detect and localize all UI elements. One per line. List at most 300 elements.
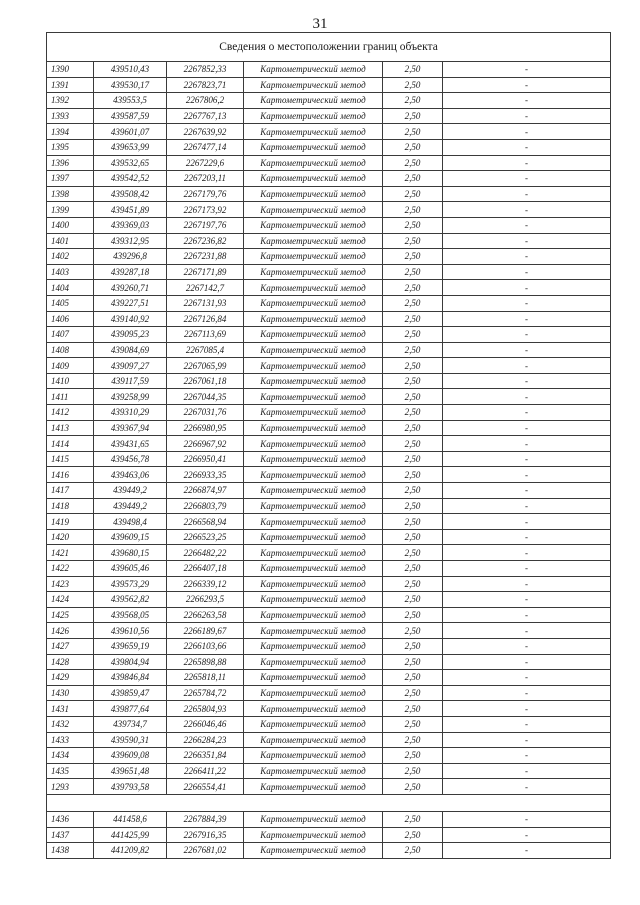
table-row (47, 295, 611, 311)
method-cell: Картометрический метод (244, 233, 383, 249)
coordinate-x-cell: 439587,59 (94, 108, 167, 124)
table-row (47, 171, 611, 187)
table-row (47, 654, 611, 670)
accuracy-cell: 2,50 (383, 670, 443, 686)
point-number-cell: 1413 (47, 420, 94, 436)
table-gap-row (47, 794, 611, 811)
table-row (47, 607, 611, 623)
note-cell: - (443, 295, 611, 311)
accuracy-cell: 2,50 (383, 467, 443, 483)
note-cell: - (443, 498, 611, 514)
boundary-coordinates-table (46, 32, 611, 859)
coordinate-y-cell: 2266950,41 (167, 451, 244, 467)
point-number-cell: 1397 (47, 171, 94, 187)
method-cell: Картометрический метод (244, 171, 383, 187)
coordinate-y-cell: 2266339,12 (167, 576, 244, 592)
note-cell: - (443, 217, 611, 233)
coordinate-y-cell: 2267229,6 (167, 155, 244, 171)
method-cell: Картометрический метод (244, 436, 383, 452)
coordinate-x-cell: 439312,95 (94, 233, 167, 249)
coordinate-y-cell: 2266803,79 (167, 498, 244, 514)
note-cell: - (443, 623, 611, 639)
coordinate-y-cell: 2266933,35 (167, 467, 244, 483)
table-row (47, 217, 611, 233)
accuracy-cell: 2,50 (383, 498, 443, 514)
accuracy-cell: 2,50 (383, 327, 443, 343)
accuracy-cell: 2,50 (383, 685, 443, 701)
method-cell: Картометрический метод (244, 389, 383, 405)
method-cell: Картометрический метод (244, 638, 383, 654)
point-number-cell: 1400 (47, 217, 94, 233)
note-cell: - (443, 748, 611, 764)
method-cell: Картометрический метод (244, 280, 383, 296)
method-cell: Картометрический метод (244, 576, 383, 592)
coordinate-y-cell: 2267231,88 (167, 249, 244, 265)
accuracy-cell: 2,50 (383, 763, 443, 779)
table-row (47, 249, 611, 265)
table-row (47, 233, 611, 249)
coordinate-y-cell: 2266046,46 (167, 716, 244, 732)
point-number-cell: 1421 (47, 545, 94, 561)
boundary-table-container (46, 32, 610, 859)
table-row (47, 451, 611, 467)
point-number-cell: 1408 (47, 342, 94, 358)
method-cell: Картометрический метод (244, 623, 383, 639)
coordinate-y-cell: 2266284,23 (167, 732, 244, 748)
note-cell: - (443, 561, 611, 577)
point-number-cell: 1412 (47, 405, 94, 421)
note-cell: - (443, 529, 611, 545)
coordinate-x-cell: 439605,46 (94, 561, 167, 577)
note-cell: - (443, 264, 611, 280)
point-number-cell: 1403 (47, 264, 94, 280)
note-cell: - (443, 311, 611, 327)
method-cell: Картометрический метод (244, 592, 383, 608)
point-number-cell: 1411 (47, 389, 94, 405)
note-cell: - (443, 108, 611, 124)
method-cell: Картометрический метод (244, 732, 383, 748)
coordinate-y-cell: 2266263,58 (167, 607, 244, 623)
coordinate-x-cell: 439449,2 (94, 483, 167, 499)
coordinate-y-cell: 2267173,92 (167, 202, 244, 218)
coordinate-x-cell: 439287,18 (94, 264, 167, 280)
accuracy-cell: 2,50 (383, 171, 443, 187)
coordinate-y-cell: 2266554,41 (167, 779, 244, 795)
coordinate-x-cell: 439804,94 (94, 654, 167, 670)
gap-cell (47, 794, 611, 811)
note-cell: - (443, 811, 611, 827)
table-row (47, 155, 611, 171)
accuracy-cell: 2,50 (383, 561, 443, 577)
accuracy-cell: 2,50 (383, 77, 443, 93)
table-row (47, 716, 611, 732)
coordinate-x-cell: 439562,82 (94, 592, 167, 608)
coordinate-y-cell: 2266967,92 (167, 436, 244, 452)
coordinate-x-cell: 439451,89 (94, 202, 167, 218)
table-body (47, 33, 611, 859)
point-number-cell: 1416 (47, 467, 94, 483)
note-cell: - (443, 405, 611, 421)
coordinate-y-cell: 2267639,92 (167, 124, 244, 140)
note-cell: - (443, 389, 611, 405)
coordinate-y-cell: 2267916,35 (167, 827, 244, 843)
page-number: 31 (312, 16, 328, 32)
table-row (47, 763, 611, 779)
coordinate-y-cell: 2267806,2 (167, 93, 244, 109)
note-cell: - (443, 171, 611, 187)
note-cell: - (443, 139, 611, 155)
note-cell: - (443, 732, 611, 748)
note-cell: - (443, 467, 611, 483)
point-number-cell: 1432 (47, 716, 94, 732)
coordinate-y-cell: 2267113,69 (167, 327, 244, 343)
note-cell: - (443, 827, 611, 843)
point-number-cell: 1435 (47, 763, 94, 779)
accuracy-cell: 2,50 (383, 420, 443, 436)
accuracy-cell: 2,50 (383, 62, 443, 78)
point-number-cell: 1422 (47, 561, 94, 577)
point-number-cell: 1419 (47, 514, 94, 530)
point-number-cell: 1293 (47, 779, 94, 795)
coordinate-x-cell: 439095,23 (94, 327, 167, 343)
coordinate-x-cell: 439508,42 (94, 186, 167, 202)
point-number-cell: 1427 (47, 638, 94, 654)
point-number-cell: 1392 (47, 93, 94, 109)
method-cell: Картометрический метод (244, 451, 383, 467)
point-number-cell: 1410 (47, 373, 94, 389)
table-row (47, 545, 611, 561)
method-cell: Картометрический метод (244, 670, 383, 686)
coordinate-y-cell: 2265804,93 (167, 701, 244, 717)
method-cell: Картометрический метод (244, 295, 383, 311)
point-number-cell: 1394 (47, 124, 94, 140)
note-cell: - (443, 843, 611, 859)
table-row (47, 592, 611, 608)
method-cell: Картометрический метод (244, 811, 383, 827)
note-cell: - (443, 436, 611, 452)
method-cell: Картометрический метод (244, 467, 383, 483)
coordinate-y-cell: 2267767,13 (167, 108, 244, 124)
point-number-cell: 1395 (47, 139, 94, 155)
table-row (47, 623, 611, 639)
accuracy-cell: 2,50 (383, 483, 443, 499)
method-cell: Картометрический метод (244, 561, 383, 577)
accuracy-cell: 2,50 (383, 405, 443, 421)
method-cell: Картометрический метод (244, 217, 383, 233)
coordinate-x-cell: 439310,29 (94, 405, 167, 421)
point-number-cell: 1399 (47, 202, 94, 218)
accuracy-cell: 2,50 (383, 732, 443, 748)
coordinate-x-cell: 441425,99 (94, 827, 167, 843)
table-row (47, 186, 611, 202)
table-row (47, 389, 611, 405)
note-cell: - (443, 607, 611, 623)
coordinate-y-cell: 2266482,22 (167, 545, 244, 561)
note-cell: - (443, 280, 611, 296)
coordinate-x-cell: 439653,99 (94, 139, 167, 155)
coordinate-x-cell: 439877,64 (94, 701, 167, 717)
accuracy-cell: 2,50 (383, 358, 443, 374)
coordinate-y-cell: 2265784,72 (167, 685, 244, 701)
accuracy-cell: 2,50 (383, 311, 443, 327)
note-cell: - (443, 186, 611, 202)
method-cell: Картометрический метод (244, 108, 383, 124)
coordinate-x-cell: 439590,31 (94, 732, 167, 748)
coordinate-y-cell: 2267823,71 (167, 77, 244, 93)
method-cell: Картометрический метод (244, 249, 383, 265)
table-row (47, 108, 611, 124)
note-cell: - (443, 62, 611, 78)
accuracy-cell: 2,50 (383, 623, 443, 639)
point-number-cell: 1405 (47, 295, 94, 311)
table-row (47, 280, 611, 296)
coordinate-y-cell: 2266103,66 (167, 638, 244, 654)
coordinate-y-cell: 2266980,95 (167, 420, 244, 436)
point-number-cell: 1417 (47, 483, 94, 499)
note-cell: - (443, 670, 611, 686)
accuracy-cell: 2,50 (383, 295, 443, 311)
point-number-cell: 1437 (47, 827, 94, 843)
coordinate-x-cell: 439846,84 (94, 670, 167, 686)
point-number-cell: 1434 (47, 748, 94, 764)
point-number-cell: 1423 (47, 576, 94, 592)
note-cell: - (443, 763, 611, 779)
coordinate-x-cell: 439084,69 (94, 342, 167, 358)
accuracy-cell: 2,50 (383, 139, 443, 155)
table-row (47, 327, 611, 343)
coordinate-y-cell: 2267061,18 (167, 373, 244, 389)
table-row (47, 561, 611, 577)
method-cell: Картометрический метод (244, 529, 383, 545)
coordinate-x-cell: 439530,17 (94, 77, 167, 93)
method-cell: Картометрический метод (244, 139, 383, 155)
point-number-cell: 1390 (47, 62, 94, 78)
table-row (47, 576, 611, 592)
coordinate-y-cell: 2267044,35 (167, 389, 244, 405)
coordinate-x-cell: 439510,43 (94, 62, 167, 78)
note-cell: - (443, 483, 611, 499)
method-cell: Картометрический метод (244, 186, 383, 202)
table-row (47, 202, 611, 218)
method-cell: Картометрический метод (244, 685, 383, 701)
note-cell: - (443, 545, 611, 561)
note-cell: - (443, 358, 611, 374)
coordinate-x-cell: 439117,59 (94, 373, 167, 389)
note-cell: - (443, 373, 611, 389)
point-number-cell: 1424 (47, 592, 94, 608)
coordinate-y-cell: 2267031,76 (167, 405, 244, 421)
table-row (47, 311, 611, 327)
note-cell: - (443, 592, 611, 608)
coordinate-x-cell: 439573,29 (94, 576, 167, 592)
coordinate-y-cell: 2266407,18 (167, 561, 244, 577)
point-number-cell: 1426 (47, 623, 94, 639)
accuracy-cell: 2,50 (383, 607, 443, 623)
coordinate-y-cell: 2267179,76 (167, 186, 244, 202)
method-cell: Картометрический метод (244, 498, 383, 514)
table-row (47, 62, 611, 78)
table-row (47, 77, 611, 93)
coordinate-y-cell: 2267884,39 (167, 811, 244, 827)
accuracy-cell: 2,50 (383, 827, 443, 843)
coordinate-x-cell: 439498,4 (94, 514, 167, 530)
table-row (47, 670, 611, 686)
coordinate-y-cell: 2266293,5 (167, 592, 244, 608)
accuracy-cell: 2,50 (383, 93, 443, 109)
point-number-cell: 1415 (47, 451, 94, 467)
method-cell: Картометрический метод (244, 545, 383, 561)
point-number-cell: 1436 (47, 811, 94, 827)
point-number-cell: 1401 (47, 233, 94, 249)
accuracy-cell: 2,50 (383, 638, 443, 654)
method-cell: Картометрический метод (244, 405, 383, 421)
method-cell: Картометрический метод (244, 843, 383, 859)
coordinate-x-cell: 439367,94 (94, 420, 167, 436)
method-cell: Картометрический метод (244, 514, 383, 530)
table-row (47, 732, 611, 748)
accuracy-cell: 2,50 (383, 451, 443, 467)
note-cell: - (443, 342, 611, 358)
note-cell: - (443, 155, 611, 171)
accuracy-cell: 2,50 (383, 654, 443, 670)
accuracy-cell: 2,50 (383, 514, 443, 530)
point-number-cell: 1404 (47, 280, 94, 296)
accuracy-cell: 2,50 (383, 342, 443, 358)
method-cell: Картометрический метод (244, 748, 383, 764)
coordinate-x-cell: 439734,7 (94, 716, 167, 732)
note-cell: - (443, 701, 611, 717)
coordinate-x-cell: 439542,52 (94, 171, 167, 187)
method-cell: Картометрический метод (244, 483, 383, 499)
coordinate-x-cell: 439651,48 (94, 763, 167, 779)
coordinate-x-cell: 439659,19 (94, 638, 167, 654)
accuracy-cell: 2,50 (383, 373, 443, 389)
table-title-row (47, 33, 611, 62)
coordinate-x-cell: 441458,6 (94, 811, 167, 827)
note-cell: - (443, 451, 611, 467)
coordinate-y-cell: 2267085,4 (167, 342, 244, 358)
accuracy-cell: 2,50 (383, 108, 443, 124)
coordinate-x-cell: 439568,05 (94, 607, 167, 623)
table-row (47, 483, 611, 499)
table-row (47, 811, 611, 827)
accuracy-cell: 2,50 (383, 701, 443, 717)
accuracy-cell: 2,50 (383, 716, 443, 732)
accuracy-cell: 2,50 (383, 529, 443, 545)
method-cell: Картометрический метод (244, 420, 383, 436)
point-number-cell: 1406 (47, 311, 94, 327)
accuracy-cell: 2,50 (383, 264, 443, 280)
table-row (47, 373, 611, 389)
coordinate-y-cell: 2267171,89 (167, 264, 244, 280)
table-row (47, 124, 611, 140)
coordinate-x-cell: 439609,08 (94, 748, 167, 764)
note-cell: - (443, 654, 611, 670)
note-cell: - (443, 514, 611, 530)
point-number-cell: 1428 (47, 654, 94, 670)
table-row (47, 139, 611, 155)
note-cell: - (443, 685, 611, 701)
point-number-cell: 1420 (47, 529, 94, 545)
table-row (47, 685, 611, 701)
method-cell: Картометрический метод (244, 716, 383, 732)
coordinate-y-cell: 2267126,84 (167, 311, 244, 327)
coordinate-x-cell: 439258,99 (94, 389, 167, 405)
point-number-cell: 1430 (47, 685, 94, 701)
note-cell: - (443, 327, 611, 343)
table-row (47, 748, 611, 764)
coordinate-x-cell: 439610,56 (94, 623, 167, 639)
coordinate-y-cell: 2267477,14 (167, 139, 244, 155)
table-title: Сведения о местоположении границ объекта (47, 33, 611, 62)
coordinate-x-cell: 439296,8 (94, 249, 167, 265)
method-cell: Картометрический метод (244, 779, 383, 795)
method-cell: Картометрический метод (244, 701, 383, 717)
coordinate-y-cell: 2265898,88 (167, 654, 244, 670)
note-cell: - (443, 93, 611, 109)
point-number-cell: 1398 (47, 186, 94, 202)
coordinate-y-cell: 2267203,11 (167, 171, 244, 187)
point-number-cell: 1433 (47, 732, 94, 748)
point-number-cell: 1438 (47, 843, 94, 859)
accuracy-cell: 2,50 (383, 233, 443, 249)
table-row (47, 529, 611, 545)
coordinate-y-cell: 2267197,76 (167, 217, 244, 233)
coordinate-x-cell: 439369,03 (94, 217, 167, 233)
coordinate-x-cell: 441209,82 (94, 843, 167, 859)
point-number-cell: 1429 (47, 670, 94, 686)
table-row (47, 843, 611, 859)
point-number-cell: 1393 (47, 108, 94, 124)
accuracy-cell: 2,50 (383, 280, 443, 296)
table-row (47, 467, 611, 483)
note-cell: - (443, 124, 611, 140)
coordinate-x-cell: 439553,5 (94, 93, 167, 109)
coordinate-x-cell: 439260,71 (94, 280, 167, 296)
note-cell: - (443, 249, 611, 265)
coordinate-x-cell: 439140,92 (94, 311, 167, 327)
point-number-cell: 1431 (47, 701, 94, 717)
table-row (47, 498, 611, 514)
point-number-cell: 1425 (47, 607, 94, 623)
accuracy-cell: 2,50 (383, 545, 443, 561)
note-cell: - (443, 202, 611, 218)
accuracy-cell: 2,50 (383, 155, 443, 171)
coordinate-x-cell: 439449,2 (94, 498, 167, 514)
point-number-cell: 1418 (47, 498, 94, 514)
table-row (47, 779, 611, 795)
coordinate-x-cell: 439532,65 (94, 155, 167, 171)
method-cell: Картометрический метод (244, 62, 383, 78)
method-cell: Картометрический метод (244, 155, 383, 171)
coordinate-x-cell: 439227,51 (94, 295, 167, 311)
note-cell: - (443, 576, 611, 592)
method-cell: Картометрический метод (244, 77, 383, 93)
coordinate-x-cell: 439431,65 (94, 436, 167, 452)
coordinate-x-cell: 439456,78 (94, 451, 167, 467)
method-cell: Картометрический метод (244, 124, 383, 140)
point-number-cell: 1396 (47, 155, 94, 171)
coordinate-x-cell: 439793,58 (94, 779, 167, 795)
note-cell: - (443, 233, 611, 249)
table-row (47, 358, 611, 374)
coordinate-y-cell: 2266351,84 (167, 748, 244, 764)
table-row (47, 701, 611, 717)
accuracy-cell: 2,50 (383, 389, 443, 405)
coordinate-y-cell: 2267142,7 (167, 280, 244, 296)
coordinate-y-cell: 2267852,33 (167, 62, 244, 78)
point-number-cell: 1409 (47, 358, 94, 374)
